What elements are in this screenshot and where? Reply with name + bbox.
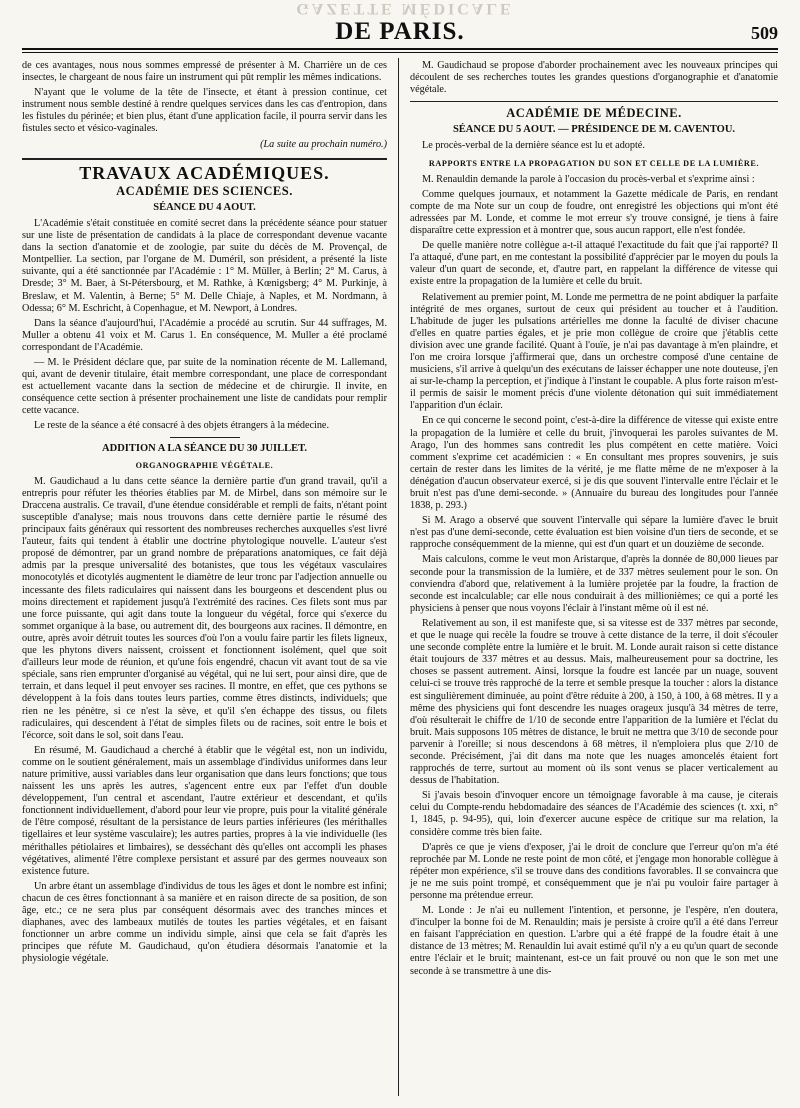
paragraph: D'après ce que je viens d'exposer, j'ai le droit de conclure que l'erreur qu'on m'a été reprochée par M. Londe ne reste point de mon côté, et j'engage mon honorable collègue à répéter mon expérience, s'il se trouve dans des conditions favorables. Il se convaincra que je ne me suis point trompé, et conséquemment que je n'ai pu vouloir faire partager à personne ma prétendue erreur. — [410, 841, 778, 901]
section-rule — [410, 101, 778, 102]
paragraph: L'Académie s'était constituée en comité secret dans la précédente séance pour statuer sur une liste de présentation de candidats à la place de correspondant devenue vacante dans la section d'anatomie et de zoologie, par suite du décès de M. Provençal, de Montpellier. La section, par l'organe de M. Duméril, son président, a présenté la liste suivante, qui a été sanctionnée par l'Académie : 1° M. Müller, à Berlin; 2° M. Carus, à Dresde; 3° M. Baer, à St-Pétersbourg, et M. Rathke, à Kœnigsberg; 4° M. Purkinje, à Breslaw, et M. Valentin, à Berne; 5° M. Delle Chiaje, à Naples, et M. Nordmann, à Odessa; 6° M. Eschricht, à Copenhague, et M. Newport, à Londres. — [22, 217, 387, 314]
paragraph: Comme quelques journaux, et notamment la Gazette médicale de Paris, en rendant compte de ma Note sur un coup de foudre, ont enregistré les objections qui m'ont été adressées par M. Londe, et comme le mot erreur s'y trouve consigné, je tiens à faire disparaître cette expression et à montrer que, sous aucun rapport, elle n'est fondée. — [410, 188, 778, 237]
paragraph: M. Renauldin demande la parole à l'occasion du procès-verbal et s'exprime ainsi : — [422, 173, 755, 185]
paragraph: Mais calculons, comme le veut mon Aristarque, d'après la donnée de 80,000 lieues par seconde pour la transmission de la lumière, et de 337 mètres seulement pour le son. On conviendra d'abord que, relativement à la lumière projetée par la foudre, la fraction de seconde est incalculable; car elle nous conduirait à des millionièmes; ce qui a porté les physiciens à penser que nous voyons l'éclair à l'instant même où il est né. — [410, 554, 778, 614]
paragraph: Le reste de la séance a été consacré à des objets étrangers à la médecine. — [34, 420, 329, 432]
short-rule — [170, 437, 240, 438]
right-column — [410, 60, 778, 981]
session-heading: SÉANCE DU 4 AOUT. — [153, 201, 256, 213]
paragraph: Le procès-verbal de la dernière séance est lu et adopté. — [422, 140, 645, 152]
paragraph: De quelle manière notre collègue a-t-il attaqué l'exactitude du fait que j'ai rapporté? Il l'a attaqué, d'une part, en me contestant la possibilité d'apprécier par le moyen du pouls la valeur d'un quart de seconde, et, d'autre part, en rappelant la différence de vitesse qui existe entre la propagation de la lumière et celle du bruit. — [410, 240, 778, 288]
page-number: 509 — [751, 23, 778, 43]
academy-heading: ACADÉMIE DE MÉDECINE. — [506, 106, 682, 121]
subject-heading: ORGANOGRAPHIE VÉGÉTALE. — [135, 460, 274, 470]
session-heading: SÉANCE DU 5 AOUT. — PRÉSIDENCE DE M. CAVENTOU. — [452, 124, 736, 136]
bleed-through-header: GAZETTE MÉDICALE — [296, 0, 514, 17]
header-rule-thin — [22, 52, 778, 53]
paragraph: Relativement au premier point, M. Londe me permettra de ne point abdiquer la parfaite intégrité de mes organes, surtout de ceux qui président au toucher et à l'audition. L'habitude de juger les pulsations artérielles me donne la faculté de diviser chacune d'elles en quatre parties égales, et je prie mon collègue de croire que j'établis cette division avec une grande facilité. Quant à l'ouïe, je n'ai pas davantage à m'en plaindre, et l'on me croira lorsque j'affirmerai que, dans un orchestre composé d'une centaine de musiciens, s'il arrive à quelqu'un des exécutans de laisser échapper une note douteuse, j'en ai sur-le-champ la perception, et j'indique à l'instant le coupable. A plus forte raison m'est-il permis de saisir le moment précis d'une violente détonation qui suit immédiatement l'apparition d'un éclair. — [410, 291, 778, 412]
paragraph: En résumé, M. Gaudichaud a cherché à établir que le végétal est, non un individu, comme on le soutient généralement, mais un assemblage d'individus uniformes dans leur nature primitive, aussi variables dans leur organisation que dans leurs fonctions; que tous naissent les uns après les autres, s'agencent entre eux par l'effet d'un double développement, l'un central et ascendant, l'autre extérieur et descendant, et qu'ils fonctionnent individuellement, d'abord pour leur vie propre, puis pour la vitalité générale de l'être composé, résultant de la persistance de leurs parties inférieures (les mérithalles tigellaires et leur système vasculaire); les autres parties, propres à la vie individuelle (les mérithalles pétiolaires et limbaires), se desséchant dès qu'elles ont accompli les phases végétatives, alimenté l'être complexe persistant et assuré par des germes nouveaux son existence future. — [22, 744, 387, 877]
page-header — [22, 10, 778, 50]
paragraph: Un arbre étant un assemblage d'individus de tous les âges et dont le nombre est infini; chacun de ces êtres fonctionnant à sa manière et en raison directe de sa position, de son âge, etc.; ce ne sera plus par conséquent désormais avec des tranches minces et diaphanes, avec des lambeaux mutilés de toutes les parties végétales, et en faisant fonctionner un arbre comme un individu simple, ainsi que cela se fait d'après les principes que réfute M. Gaudichaud, qu'on étudiera désormais l'anatomie et la physiologie végétale. — [22, 880, 387, 965]
paragraph: Si M. Arago a observé que souvent l'intervalle qui sépare la lumière d'avec le bruit n'est pas d'une demi-seconde, cette évaluation est bien voisine d'un tiers de seconde, et se rapproche conséquemment de la mienne, qui est d'un quart et un douzième de seconde. — [410, 515, 778, 551]
column-divider — [398, 58, 399, 1096]
paragraph: Si j'avais besoin d'invoquer encore un témoignage favorable à ma cause, je citerais celui du Compte-rendu hebdomadaire des séances de l'Académie des sciences (t. xxi, n° 1, 1845, p. 94-95), qui, loin d'exercer aucune espèce de critique sur ma relation, la considère comme très bien faite. — [410, 790, 778, 838]
section-rule — [22, 158, 387, 160]
section-heading: TRAVAUX ACADÉMIQUES. — [79, 162, 330, 183]
paragraph: En ce qui concerne le second point, c'est-à-dire la différence de vitesse qui existe entre la propagation de la lumière et celle du bruit, j'invoquerai les paroles suivantes de M. Arago, l'un des hommes sans contredit les plus compétent en cette matière. Voici comment s'exprime cet académicien : « En consultant mes propres souvenirs, je suis certain de rester dans les limites de la vérité, je me flatte même de ne m'exposer à la dénégation d'aucun observateur exercé, si je dis que souvent l'intervalle entre l'éclair et le bruit n'est pas d'une demi-seconde. » (Annuaire du bureau des longitudes pour l'année 1838, p. 293.) — [410, 415, 778, 512]
academy-heading: ACADÉMIE DES SCIENCES. — [116, 183, 293, 198]
left-column — [22, 60, 387, 968]
subject-heading: RAPPORTS ENTRE LA PROPAGATION DU SON ET CELLE DE LA LUMIÈRE. — [428, 158, 760, 168]
addition-heading: ADDITION A LA SÉANCE DU 30 JUILLET. — [102, 442, 307, 454]
running-title: DE PARIS. — [335, 18, 465, 45]
header-rule — [22, 48, 778, 50]
paragraph: M. Gaudichaud se propose d'aborder prochainement avec les nouveaux principes qui découlent de ses recherches toutes les grandes questions d'organographie et d'anatomie végétale. — [410, 60, 778, 96]
continuation-note: (La suite au prochain numéro.) — [260, 138, 387, 150]
paragraph: de ces avantages, nous nous sommes empressé de présenter à M. Charrière un de ces insectes, le chargeant de nous faire un instrument qui pût remplir les mêmes indications. — [22, 60, 387, 84]
paragraph: Relativement au son, il est manifeste que, si sa vitesse est de 337 mètres par seconde, et que le nuage qui recèle la foudre se trouve à cette distance de la terre, il doit s'écouler une seconde complète entre la lumière et le bruit. M. Londe aurait raison si cette distance était toujours de 337 mètres et au dessus. Mais, malheureusement pour sa doctrine, les choses se passent autrement. Ainsi, lorsque la foudre est lancée par un nuage, souvent celui-ci se trouve très rapproché de la terre et semble presque la toucher : alors la distance est singulièrement diminuée, au point d'être réduite à 200, à 150, à 100, à 68 mètres. Il y a même des physiciens qui font descendre les nuages orageux jusqu'à 34 mètres de terre, d'où résulterait le chiffre de 1/10 de seconde entre l'apparition de la lumière et l'éclat du bruit. Mais supposons 105 mètres de distance, le bruit ne mettra que 3/10 de seconde pour parvenir à l'oreille; si nous descendons à 68 mètres, il n'emploiera plus que 2/10 de seconde. Précisément, j'ai dit dans ma note que les nuages amoncelés étaient fort rapprochés de terre, surtout au moment où ils sont venus se placer verticalement au dessus de l'habitation. — [410, 617, 778, 787]
paragraph: — M. le Président déclare que, par suite de la nomination récente de M. Lallemand, qui, avant de devenir titulaire, était membre correspondant, une place de correspondant est actuellement vacante dans la section de médecine et de chirurgie. Il invite, en conséquence cette section à présenter prochainement une liste de candidats pour remplir cette vacance. — [22, 356, 387, 417]
paragraph: Dans la séance d'aujourd'hui, l'Académie a procédé au scrutin. Sur 44 suffrages, M. Muller a obtenu 41 voix et M. Carus 1. En conséquence, M. Muller a été proclamé correspondant de l'Académie. — [22, 317, 387, 353]
paragraph: N'ayant que le volume de la tête de l'insecte, et étant à pression continue, cet instrument nous semble destiné à rendre quelques services dans les cas d'entropion, dans les fistules du périnée; et bien plus, étant d'une application facile, il pourra servir dans les fistules secto et vésico-vaginales. — [22, 87, 387, 135]
paragraph: M. Londe : Je n'ai eu nullement l'intention, et personne, je l'espère, n'en doutera, d'inculper la bonne foi de M. Renauldin; mais je persiste à croire qu'il a été dans l'erreur en faisant l'appréciation en question. L'arbre qui a été frappé de la foudre était à une distance de 13 mètres; M. Renauldin lui avait estimé qu'il n'y a eu qu'un quart de seconde entre l'éclair et le bruit; maintenant, est-ce un fait prouvé ou non que le son met une seconde à se transmettre à une dis- — [410, 905, 778, 977]
paragraph: M. Gaudichaud a lu dans cette séance la dernière partie d'un grand travail, qu'il a entrepris pour réfuter les théories établies par M. de Mirbel, dans son mémoire sur le Draccena australis. Ce travail, d'une étendue considérable et rempli de faits, n'étant point susceptible d'analyse; mais nous trouvons dans cette dernière partie le résumé des principaux faits généraux qui ressortent des nombreuses recherches auxquelles s'est livré l'auteur, faits qui tendent à établir une doctrine phytologique nouvelle. L'auteur s'est proposé de démontrer, par un grand nombre de préparations anatomiques, ce fait déjà admis par la presque universalité des botanistes, que tous les végétaux vasculaires monocotylés et dicotylés augmentent le diamètre de leur tronc par l'adjection annuelle ou incessante des filets radiculaires qui naissent dans les bourgeons et descendent plus ou moins directement et rapidement jusqu'à l'extrémité des racines. Ces filets sont mus par une force puissante, qui agit dans toute la longueur du végétal, force qui s'exerce du sommet organique à la base, ou autrement dit, des bourgeons aux racines. Il démontre, en outre, après avoir détruit toutes les sources d'où l'on a voulu faire partir les filets ligneux, que les phytons divers naissent, croissent et fonctionnent isolément, quel que soit d'ailleurs leur mode de réunion, et qu'une fois engendré, chacun vit avant tout de sa vie spéciale, sans rien emprunter d'organisé au végétal, qui ne lui sert, pour ainsi dire, que de terrain, et dans lequel il peut envoyer ses racines. Il montre, en effet, que ces pythons se développent à la fois dans toutes leurs parties, comme êtres distincts, individuels; que rien ne les pénètre, si ce n'est la sève, et qu'il s'en échappe des tissus, ou filets radiculaires, qui descendent à l'état de simples filets ou de racines, soit entre le bois et l'écorce, soit dans le sol, soit dans l'eau. — [22, 475, 387, 741]
